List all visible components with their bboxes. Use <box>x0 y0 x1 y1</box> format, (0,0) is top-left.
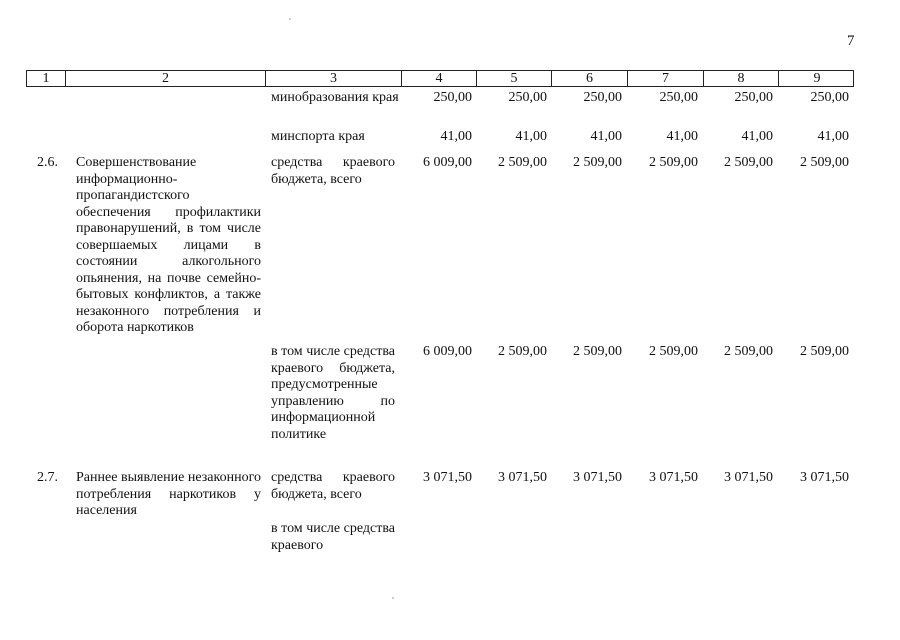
header-col-9: 9 <box>813 71 821 86</box>
value-col-7: 2 509,00 <box>649 155 698 170</box>
header-col-3: 3 <box>266 71 402 86</box>
value-col-5: 3 071,50 <box>498 470 547 485</box>
header-col-6: 6 <box>552 71 628 86</box>
header-col-5: 5 <box>477 71 552 86</box>
row-number: 2.7. <box>37 470 58 485</box>
value-col-6: 250,00 <box>583 90 622 105</box>
value-col-8: 250,00 <box>734 90 773 105</box>
value-col-5: 2 509,00 <box>498 344 547 359</box>
value-col-5: 41,00 <box>515 129 547 144</box>
row-number: 2.6. <box>37 155 58 170</box>
value-col-6: 41,00 <box>590 129 622 144</box>
value-col-9: 2 509,00 <box>800 344 849 359</box>
value-col-7: 3 071,50 <box>649 470 698 485</box>
value-col-5: 2 509,00 <box>498 155 547 170</box>
header-col-2: 2 <box>66 71 266 86</box>
value-col-6: 2 509,00 <box>573 344 622 359</box>
header-col-8: 8 <box>704 71 779 86</box>
header-col-4: 4 <box>402 71 477 86</box>
value-col-7: 250,00 <box>659 90 698 105</box>
funding-source: в том числе средства краевого <box>271 521 395 553</box>
value-col-8: 2 509,00 <box>724 344 773 359</box>
value-col-7: 41,00 <box>666 129 698 144</box>
value-col-4: 41,00 <box>440 129 472 144</box>
value-col-7: 2 509,00 <box>649 344 698 359</box>
table-header <box>26 70 854 87</box>
scan-speck <box>392 597 394 599</box>
value-col-9: 41,00 <box>817 129 849 144</box>
value-col-6: 3 071,50 <box>573 470 622 485</box>
page-number: 7 <box>847 33 855 49</box>
value-col-4: 250,00 <box>433 90 472 105</box>
funding-source: средства краевого бюджета, всего <box>271 155 395 187</box>
value-col-5: 250,00 <box>508 90 547 105</box>
value-col-6: 2 509,00 <box>573 155 622 170</box>
value-col-9: 2 509,00 <box>800 155 849 170</box>
value-col-4: 3 071,50 <box>423 470 472 485</box>
funding-source: минобразования края <box>271 90 399 105</box>
funding-source: средства краевого бюджета, всего <box>271 470 395 502</box>
value-col-8: 41,00 <box>741 129 773 144</box>
value-col-8: 2 509,00 <box>724 155 773 170</box>
value-col-4: 6 009,00 <box>423 155 472 170</box>
funding-source: в том числе средства краевого бюджета, предусмотренные управлению по информационной политике <box>271 344 395 442</box>
header-col-1: 1 <box>27 71 66 86</box>
value-col-9: 3 071,50 <box>800 470 849 485</box>
measure-name: Совершенствование информационно-пропагандистского обеспечения профилактики правонарушений, в том числе совершаемых лицами в состоянии алкогольного опьянения, на почве семейно-бытовых конфликтов, а также незаконного потребления и оборота наркотиков <box>76 155 261 335</box>
scan-speck <box>289 18 291 20</box>
header-col-7: 7 <box>628 71 704 86</box>
value-col-8: 3 071,50 <box>724 470 773 485</box>
value-col-4: 6 009,00 <box>423 344 472 359</box>
measure-name: Раннее выявление незаконного потребления наркотиков у населения <box>76 470 261 518</box>
value-col-9: 250,00 <box>810 90 849 105</box>
funding-source: минспорта края <box>271 129 365 144</box>
